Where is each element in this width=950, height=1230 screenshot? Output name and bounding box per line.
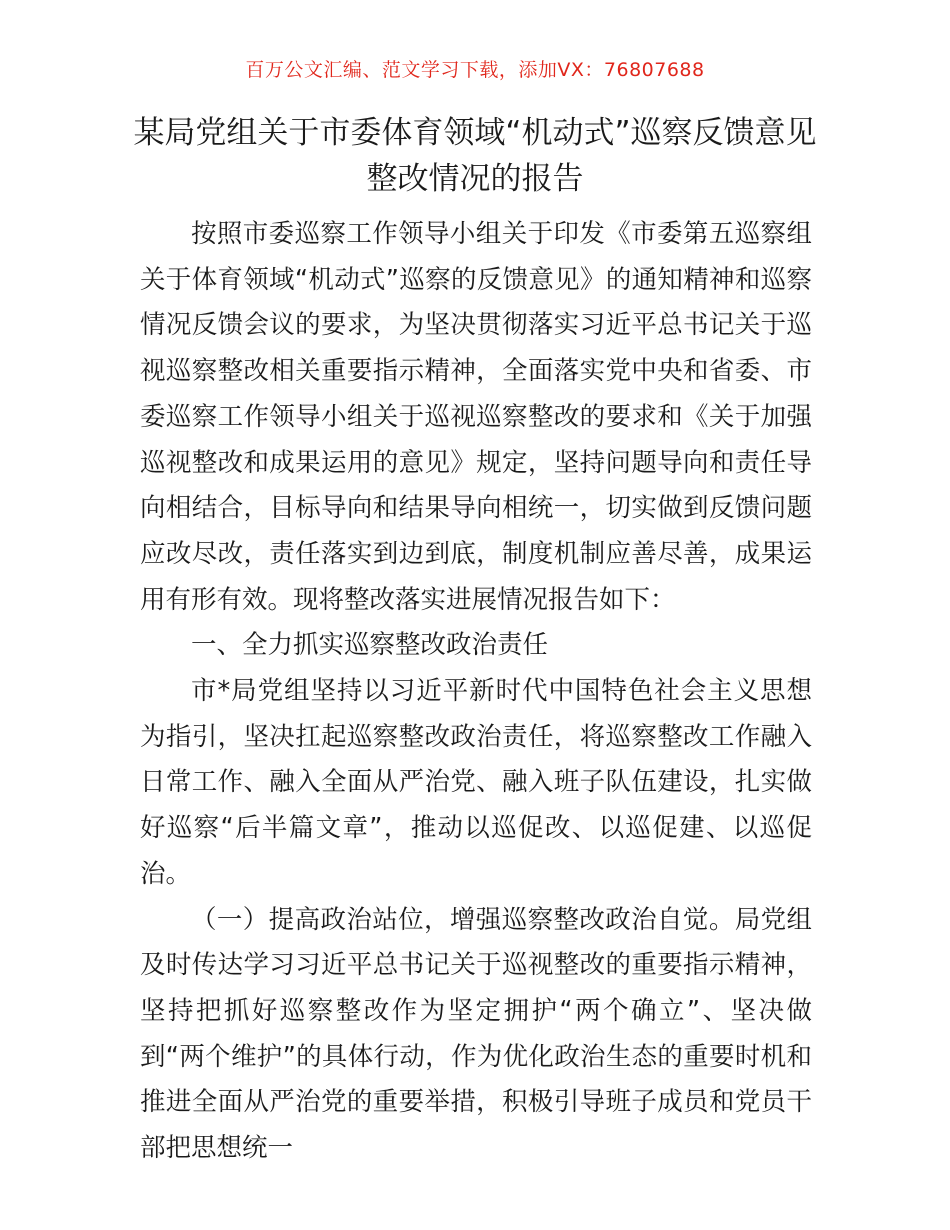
document-body bbox=[140, 212, 812, 1172]
paragraph-section-1: 市*局党组坚持以习近平新时代中国特色社会主义思想为指引，坚决扛起巡察整改政治责任，将巡察整改工作融入日常工作、融入全面从严治党、融入班子队伍建设，扎实做好巡察“后半篇文章”，推动以巡促改、以巡促建、以巡促治。 bbox=[140, 676, 812, 889]
paragraph-intro: 按照市委巡察工作领导小组关于印发《市委第五巡察组关于体育领域“机动式”巡察的反馈意见》的通知精神和巡察情况反馈会议的要求，为坚决贯彻落实习近平总书记关于巡视巡察整改相关重要指示精神，全面落实党中央和省委、市委巡察工作领导小组关于巡视巡察整改的要求和《关于加强巡视整改和成果运用的意见》规定，坚持问题导向和责任导向相结合，目标导向和结果导向相统一，切实做到反馈问题应改尽改，责任落实到边到底，制度机制应善尽善，成果运用有形有效。现将整改落实进展情况报告如下： bbox=[140, 219, 812, 615]
document-title: 某局党组关于市委体育领域“机动式”巡察反馈意见整改情况的报告 bbox=[133, 115, 817, 197]
section-heading: 一、全力抓实巡察整改政治责任 bbox=[191, 630, 549, 661]
paragraph-subsection-1: （一）提高政治站位，增强巡察整改政治自觉。局党组及时传达学习习近平总书记关于巡视整改的重要指示精神，坚持把抓好巡察整改作为坚定拥护“两个确立”、坚决做到“两个维护”的具体行动，作为优化政治生态的重要时机和推进全面从严治党的重要举措，积极引导班子成员和党员干部把思想统一 bbox=[140, 904, 812, 1164]
header-watermark-text: 百万公文汇编、范文学习下载，添加VX：76807688 bbox=[245, 59, 705, 81]
